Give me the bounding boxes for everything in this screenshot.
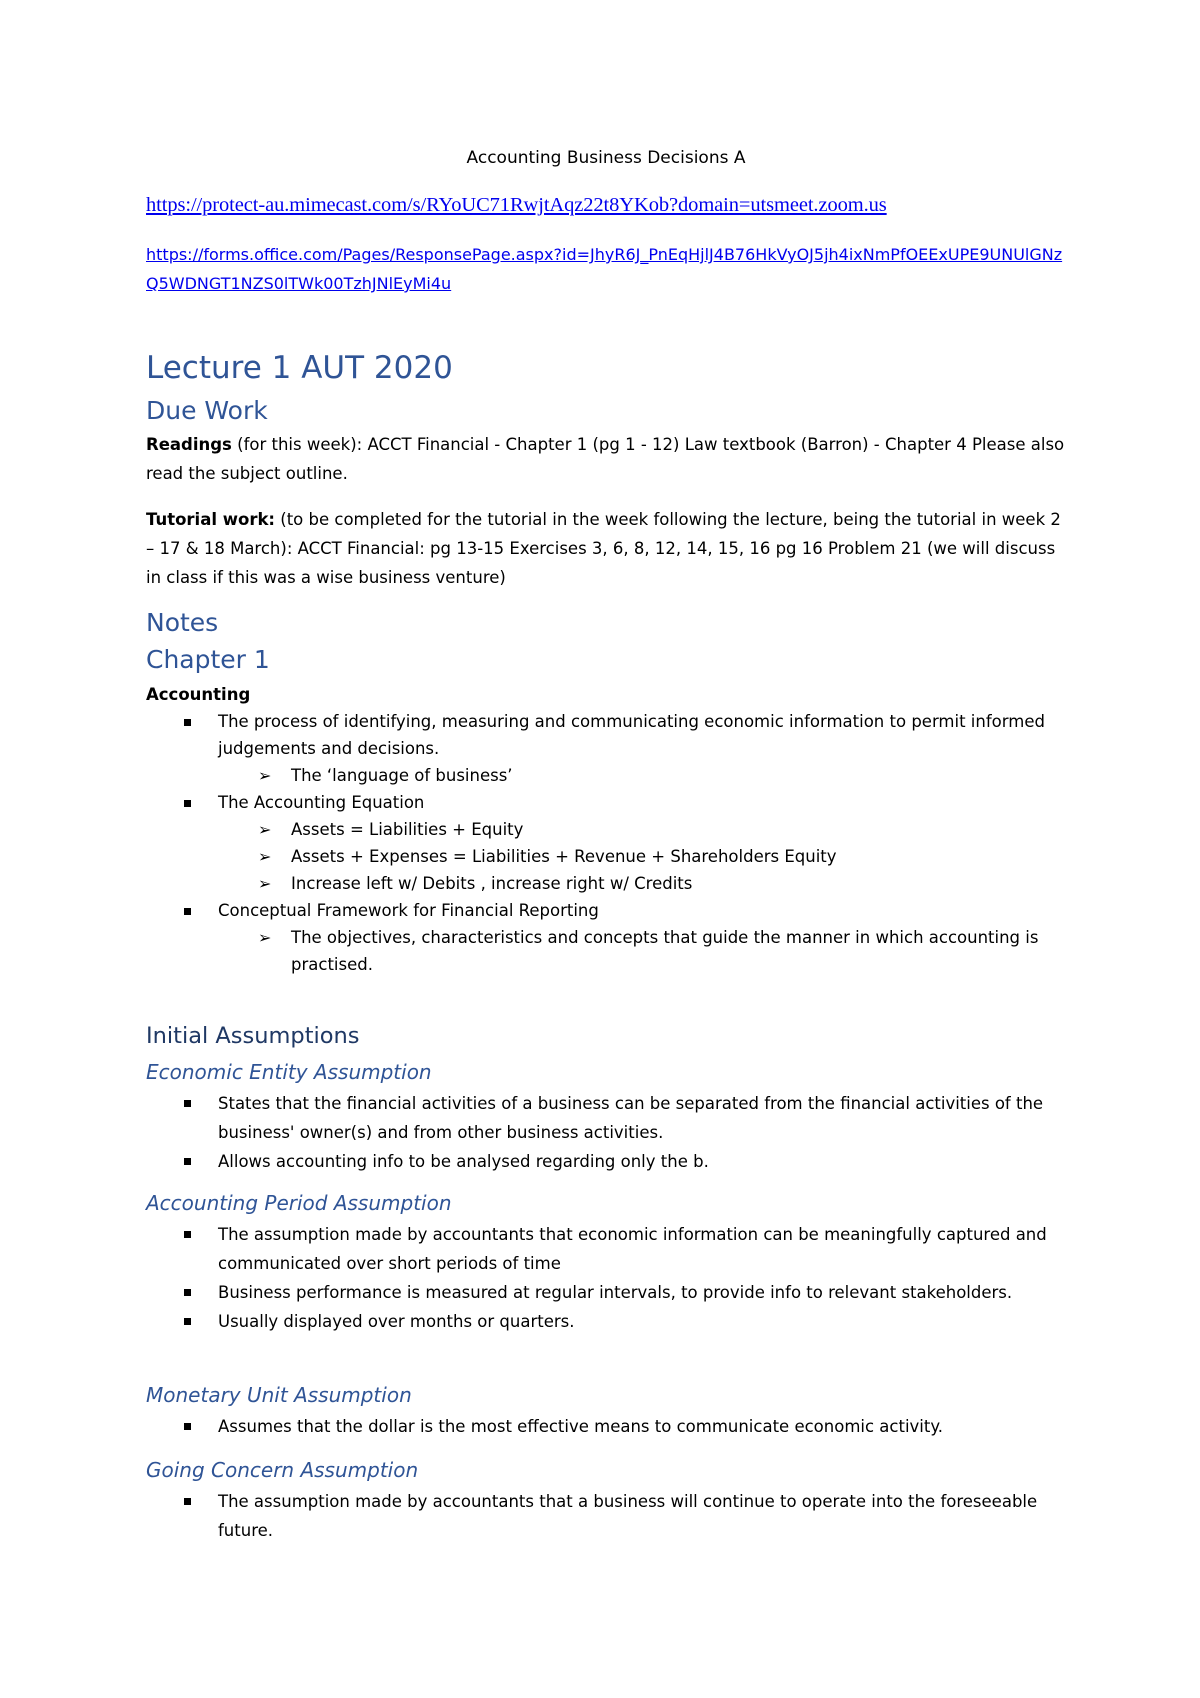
list-item-text: The Accounting Equation bbox=[218, 793, 425, 812]
square-bullet-icon bbox=[184, 908, 191, 915]
due-work-heading: Due Work bbox=[146, 396, 268, 425]
square-bullet-icon bbox=[184, 1498, 191, 1505]
monetary-unit-list bbox=[146, 1412, 1066, 1441]
arrow-bullet-icon: ➢ bbox=[258, 928, 272, 947]
arrow-bullet-icon: ➢ bbox=[258, 820, 272, 839]
sub-list-item bbox=[146, 843, 1066, 870]
list-item-text: Business performance is measured at regular intervals, to provide info to relevant stakeholders. bbox=[218, 1283, 1013, 1302]
arrow-bullet-icon: ➢ bbox=[258, 874, 272, 893]
economic-entity-list bbox=[146, 1089, 1066, 1176]
list-item-text: Conceptual Framework for Financial Reporting bbox=[218, 901, 599, 920]
notes-heading: Notes bbox=[146, 608, 219, 637]
sub-list-item-text: Increase left w/ Debits , increase right w/ Credits bbox=[291, 874, 693, 893]
list-item-text: Allows accounting info to be analysed regarding only the b. bbox=[218, 1152, 709, 1171]
lecture-heading: Lecture 1 AUT 2020 bbox=[146, 350, 453, 386]
list-item bbox=[146, 1220, 1066, 1278]
forms-response-link[interactable]: https://forms.office.com/Pages/ResponsePage.aspx?id=JhyR6J_PnEqHjlJ4B76HkVyOJ5jh4ixNmPfOEExUPE9UNUlGNzQ5WDNGT1NZS0lTWk00TzhJNlEyMi4u bbox=[146, 245, 1063, 293]
going-concern-list bbox=[146, 1487, 1066, 1545]
readings-paragraph bbox=[146, 430, 1066, 488]
tutorial-label: Tutorial work: bbox=[146, 510, 276, 529]
sub-list-item bbox=[146, 924, 1066, 978]
list-item-text: The process of identifying, measuring and communicating economic information to permit informed judgements and decisions. bbox=[218, 712, 1045, 758]
square-bullet-icon bbox=[184, 719, 191, 726]
sub-list-item bbox=[146, 816, 1066, 843]
list-item bbox=[146, 789, 1066, 816]
list-item bbox=[146, 1307, 1066, 1336]
sub-list-item-text: Assets = Liabilities + Equity bbox=[291, 820, 524, 839]
sub-list-item bbox=[146, 762, 1066, 789]
square-bullet-icon bbox=[184, 1100, 191, 1107]
accounting-list bbox=[146, 708, 1066, 978]
readings-text: (for this week): ACCT Financial - Chapter 1 (pg 1 - 12) Law textbook (Barron) - Chapter 4 Please also read the subject outline. bbox=[146, 435, 1065, 483]
list-item-text: Assumes that the dollar is the most effective means to communicate economic activity. bbox=[218, 1417, 944, 1436]
sub-list-item-text: The ‘language of business’ bbox=[291, 766, 513, 785]
sub-list-item bbox=[146, 870, 1066, 897]
list-item-text: The assumption made by accountants that economic information can be meaningfully captured and communicated over short periods of time bbox=[218, 1225, 1047, 1273]
monetary-unit-heading: Monetary Unit Assumption bbox=[146, 1383, 412, 1407]
zoom-meeting-link[interactable]: https://protect-au.mimecast.com/s/RYoUC71RwjtAqz22t8YKob?domain=utsmeet.zoom.us bbox=[146, 194, 887, 216]
list-item bbox=[146, 1278, 1066, 1307]
list-item-text: The assumption made by accountants that a business will continue to operate into the foreseeable future. bbox=[218, 1492, 1038, 1540]
accounting-period-list bbox=[146, 1220, 1066, 1336]
list-item bbox=[146, 1412, 1066, 1441]
economic-entity-heading: Economic Entity Assumption bbox=[146, 1060, 432, 1084]
square-bullet-icon bbox=[184, 1158, 191, 1165]
list-item bbox=[146, 897, 1066, 924]
square-bullet-icon bbox=[184, 1423, 191, 1430]
list-item bbox=[146, 1147, 1066, 1176]
square-bullet-icon bbox=[184, 800, 191, 807]
tutorial-text: (to be completed for the tutorial in the week following the lecture, being the tutorial in week 2 – 17 & 18 March): ACCT Financial: pg 13-15 Exercises 3, 6, 8, 12, 14, 15, 16 pg 16 Problem 21 (we will discuss in class if this was a wise business venture) bbox=[146, 510, 1061, 587]
sub-list-item-text: Assets + Expenses = Liabilities + Revenue + Shareholders Equity bbox=[291, 847, 837, 866]
arrow-bullet-icon: ➢ bbox=[258, 766, 272, 785]
list-item bbox=[146, 1089, 1066, 1147]
square-bullet-icon bbox=[184, 1318, 191, 1325]
tutorial-paragraph bbox=[146, 505, 1066, 592]
accounting-period-heading: Accounting Period Assumption bbox=[146, 1191, 452, 1215]
list-item bbox=[146, 1487, 1066, 1545]
accounting-label: Accounting bbox=[146, 685, 251, 704]
document-title: Accounting Business Decisions A bbox=[466, 148, 746, 168]
square-bullet-icon bbox=[184, 1289, 191, 1296]
readings-label: Readings bbox=[146, 435, 232, 454]
list-item-text: States that the financial activities of a business can be separated from the financial activities of the business' owner(s) and from other business activities. bbox=[218, 1094, 1044, 1142]
arrow-bullet-icon: ➢ bbox=[258, 847, 272, 866]
list-item-text: Usually displayed over months or quarters. bbox=[218, 1312, 575, 1331]
going-concern-heading: Going Concern Assumption bbox=[146, 1458, 419, 1482]
list-item bbox=[146, 708, 1066, 762]
initial-assumptions-heading: Initial Assumptions bbox=[146, 1023, 360, 1049]
chapter-heading: Chapter 1 bbox=[146, 645, 270, 674]
sub-list-item-text: The objectives, characteristics and concepts that guide the manner in which accounting is practised. bbox=[291, 928, 1039, 974]
square-bullet-icon bbox=[184, 1231, 191, 1238]
